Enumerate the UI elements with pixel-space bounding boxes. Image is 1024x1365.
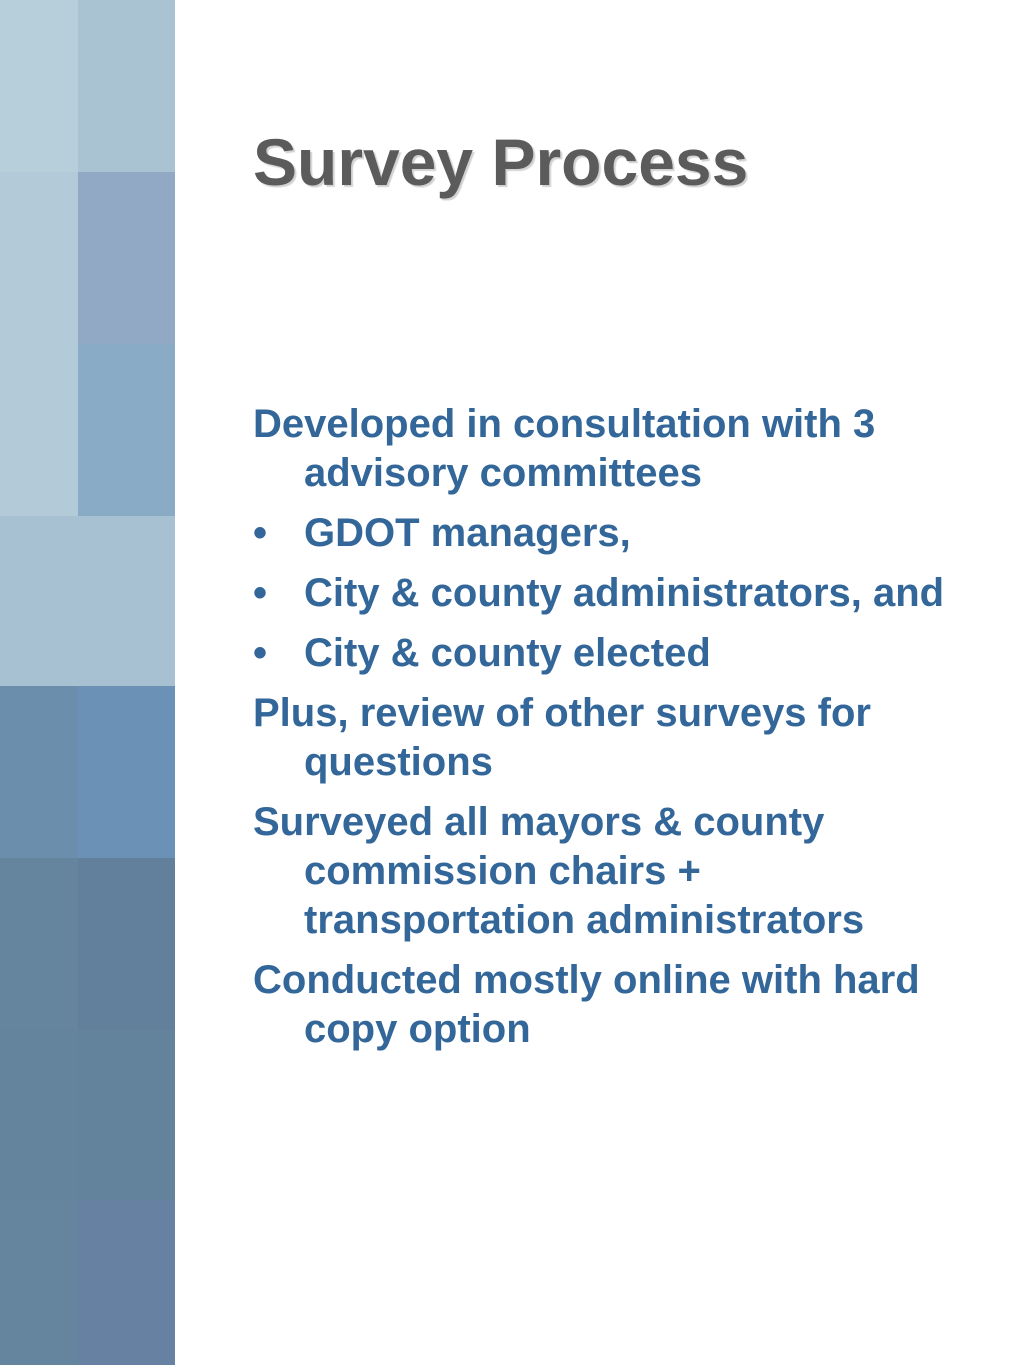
sidebar-tile	[0, 1030, 78, 1200]
sidebar-tile	[78, 1030, 175, 1200]
paragraph-item	[253, 798, 973, 945]
paragraph-item	[253, 689, 973, 787]
decorative-sidebar	[0, 0, 175, 1365]
sidebar-tile	[78, 1200, 175, 1365]
sidebar-tile	[78, 686, 175, 858]
sidebar-tile	[0, 858, 78, 1030]
sidebar-tile	[78, 344, 175, 516]
bullet-item	[253, 509, 973, 558]
sidebar-tile	[78, 858, 175, 1030]
sidebar-tile	[78, 0, 175, 172]
sidebar-tile	[0, 0, 78, 172]
paragraph-item	[253, 956, 973, 1054]
bullet-glyph: •	[253, 511, 268, 555]
sidebar-tile	[0, 516, 175, 686]
bullet-item	[253, 569, 973, 618]
slide-title: Survey Process	[253, 125, 749, 199]
line-text: Developed in consultation with 3 advisory committees	[253, 402, 876, 495]
line-text: Conducted mostly online with hard copy option	[253, 958, 920, 1051]
slide-body	[253, 400, 973, 1065]
bullet-item	[253, 629, 973, 678]
line-text: Plus, review of other surveys for questions	[253, 691, 871, 784]
line-text: GDOT managers,	[304, 511, 631, 555]
bullet-glyph: •	[253, 571, 268, 615]
bullet-glyph: •	[253, 631, 268, 675]
line-text: Surveyed all mayors & county commission chairs + transportation administrators	[253, 800, 865, 942]
sidebar-tile	[0, 686, 78, 858]
sidebar-tile	[78, 172, 175, 344]
line-text: City & county elected	[304, 631, 711, 675]
line-text: City & county administrators, and	[304, 571, 945, 615]
sidebar-tile	[0, 172, 78, 344]
paragraph-item	[253, 400, 973, 498]
sidebar-tile	[0, 344, 78, 516]
sidebar-tile	[0, 1200, 78, 1365]
